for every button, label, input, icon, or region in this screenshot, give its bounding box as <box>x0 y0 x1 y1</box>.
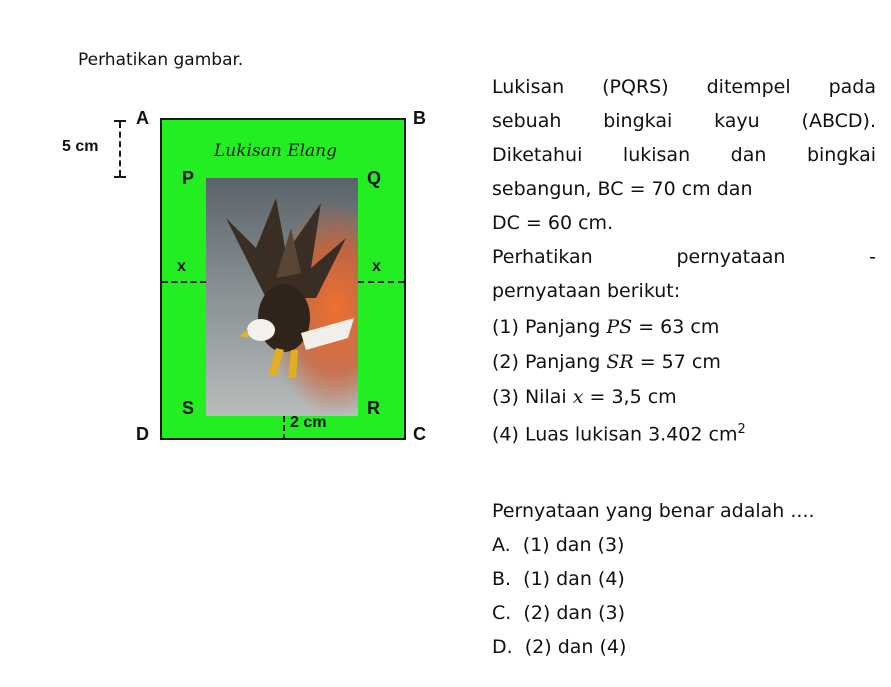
bottom-margin-label: 2 cm <box>290 414 327 431</box>
desc-line-1: Lukisan (PQRS) ditempel pada <box>492 76 876 98</box>
vertex-p: P <box>182 168 195 188</box>
option-b[interactable]: B. (1) dan (4) <box>492 568 625 590</box>
x-left-dash <box>162 281 206 283</box>
vertex-r: R <box>367 398 380 418</box>
eagle-painting-pqrs <box>206 178 358 416</box>
x-left-label: x <box>177 258 186 275</box>
question-prompt: Pernyataan yang benar adalah .... <box>492 500 815 522</box>
x-right-dash <box>358 281 404 283</box>
eagle-image-icon <box>206 178 358 416</box>
desc-line-4: sebangun, BC = 70 cm dan <box>492 178 753 200</box>
problem-description <box>492 70 876 308</box>
option-d[interactable]: D. (2) dan (4) <box>492 636 627 658</box>
vertex-s: S <box>182 398 195 418</box>
desc-line-6: Perhatikan pernyataan - <box>492 246 876 268</box>
two-cm-dash <box>283 416 285 440</box>
option-c[interactable]: C. (2) dan (3) <box>492 602 626 624</box>
option-a[interactable]: A. (1) dan (3) <box>492 534 625 556</box>
vertex-q: Q <box>367 168 382 188</box>
desc-line-7: pernyataan berikut: <box>492 280 681 302</box>
desc-line-3: Diketahui lukisan dan bingkai <box>492 144 876 166</box>
x-right-label: x <box>372 258 381 275</box>
desc-line-5: DC = 60 cm. <box>492 212 614 234</box>
vertex-c: C <box>413 424 426 444</box>
desc-line-2: sebuah bingkai kayu (ABCD). <box>492 110 876 132</box>
vertex-a: A <box>136 108 149 128</box>
vertex-d: D <box>136 424 149 444</box>
painting-title: Lukisan Elang <box>214 141 338 161</box>
statement-1: (1) Panjang PS = 63 cm <box>492 316 720 338</box>
statement-2: (2) Panjang SR = 57 cm <box>492 351 721 373</box>
vertex-b: B <box>413 108 426 128</box>
statement-3: (3) Nilai x = 3,5 cm <box>492 386 677 408</box>
instruction-header: Perhatikan gambar. <box>78 50 244 70</box>
top-margin-label: 5 cm <box>62 138 99 155</box>
five-cm-dash <box>119 122 121 176</box>
bottom-tick <box>114 176 126 178</box>
statement-4: (4) Luas lukisan 3.402 $cm^2$ <box>492 422 746 446</box>
